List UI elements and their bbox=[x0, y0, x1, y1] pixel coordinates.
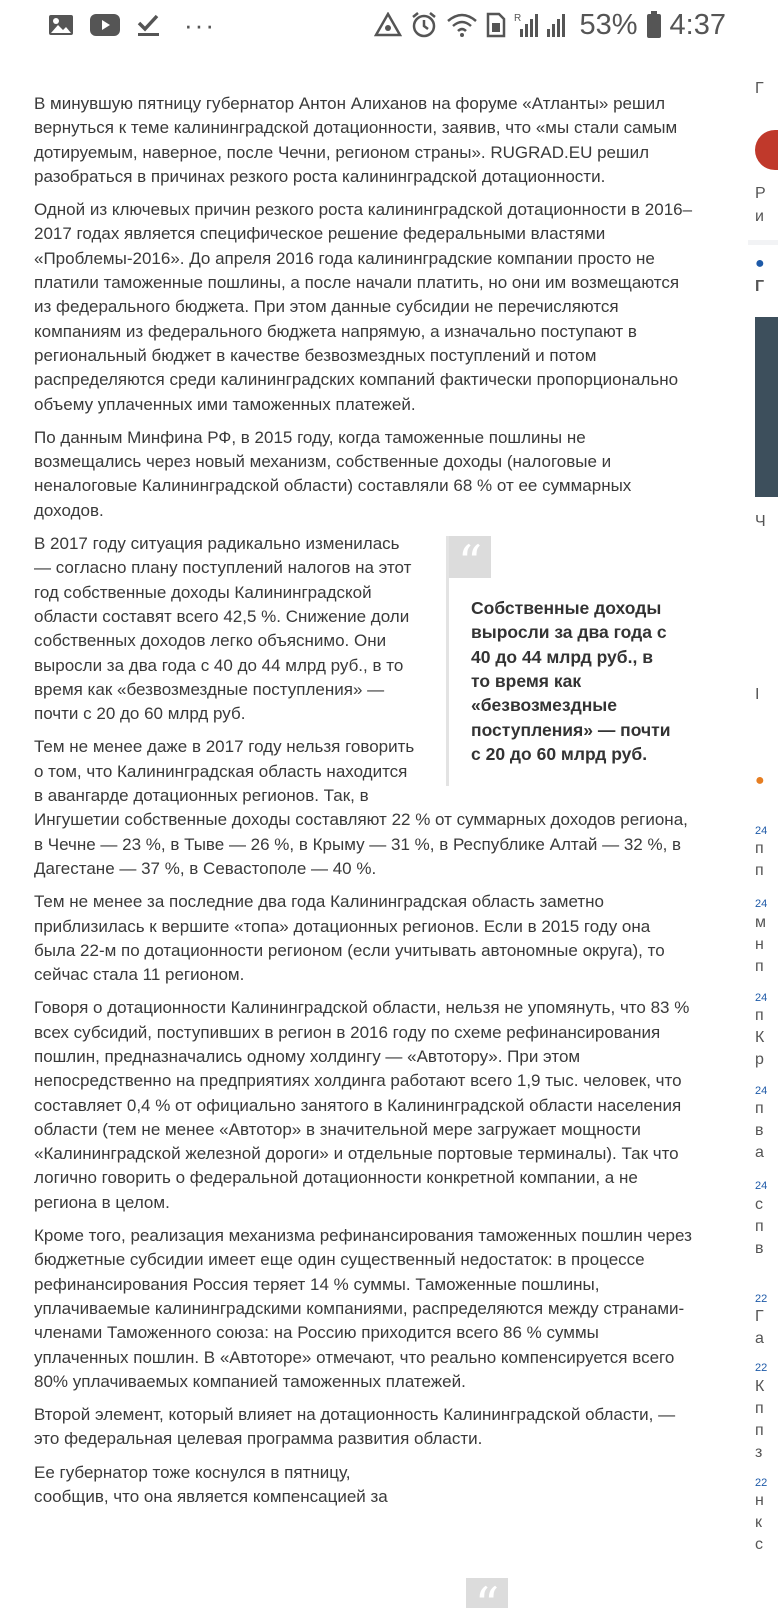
clock-time: 4:37 bbox=[669, 8, 726, 41]
quote-mark-icon: “ bbox=[466, 1578, 508, 1608]
pull-quote bbox=[446, 536, 694, 786]
sidebar-fragment[interactable]: п bbox=[755, 1007, 764, 1024]
battery-percent: 53% bbox=[579, 8, 638, 41]
sidebar-date: 22 bbox=[755, 1477, 768, 1489]
article-paragraph: В минувшую пятницу губернатор Антон Алиханов на форуме «Атланты» решил вернуться к теме калининградской дотационности, заявив, что «мы стали самым дотируемым, наверное, после Чечни, регионом страны». RUGRAD.EU решил разобраться в причинах резкого роста калининградской дотационности. bbox=[34, 94, 678, 186]
sidebar-date: 24 bbox=[755, 1180, 768, 1192]
sidebar-fragment[interactable]: р bbox=[755, 1051, 764, 1068]
sidebar-fragment[interactable]: а bbox=[755, 1144, 764, 1161]
article-paragraph: Одной из ключевых причин резкого роста калининградской дотационности в 2016–2017 годах является специфическое решение федеральными властями «Проблемы-2016». До апреля 2016 года калининградские компании просто не платили таможенные пошлины, а после начали платить, но они им возмещаются из федерального бюджета. При этом данные субсидии не перечисляются компаниям из федерального бюджета напрямую, а изначально поступают в региональный бюджет в качестве безвозмездных поступлений и потом распределяются среди калининградских компаний фактически пропорционально объему уплаченных ими таможенных платежей. bbox=[34, 200, 693, 414]
sidebar-fragment: Г bbox=[755, 278, 765, 295]
quote-mark-icon: “ bbox=[449, 536, 491, 578]
more-notifications-icon: ··· bbox=[184, 9, 216, 40]
sidebar-fragment[interactable]: п bbox=[755, 958, 764, 975]
sidebar-date: 24 bbox=[755, 898, 768, 910]
sidebar-fragment[interactable]: з bbox=[755, 1444, 763, 1461]
sidebar-badge-icon: ● bbox=[755, 772, 765, 789]
sidebar-panel bbox=[748, 50, 778, 1600]
sidebar-image[interactable] bbox=[755, 317, 778, 497]
sidebar-date: 22 bbox=[755, 1362, 768, 1374]
sidebar-fragment: и bbox=[755, 208, 764, 225]
sidebar-fragment[interactable]: Г bbox=[755, 1308, 764, 1325]
article-paragraph: Кроме того, реализация механизма рефинансирования таможенных пошлин через бюджетные субсидии имеет еще один существенный недостаток: в процессе рефинансирования Россия теряет 14 % суммы. Таможенные пошлины, уплачиваемые калининградскими компаниями, распределяются между странами-членами Таможенного союза: на Россию приходится всего 86 % суммы уплаченных пошлин. В «Автоторе» отмечают, что реально компенсируется всего 80% уплачиваемых компанией таможенных платежей. bbox=[34, 1226, 692, 1391]
article-paragraph: Второй элемент, который влияет на дотационность Калининградской области, — это федеральная целевая программа развития области. bbox=[34, 1405, 676, 1449]
article-paragraph: Говоря о дотационности Калининградской области, нельзя не упомянуть, что 83 % всех субсидий, поступивших в регион в 2016 году по схеме рефинансирования пошлин, предназначались одному холдингу — «Автотору». При этом непосредственно на предприятиях холдинга работают всего 1,9 тыс. человек, что составляет 0,4 % от официально занятого в Калининградской области населения области (тем не менее «Автотор» в значительной мере загружает мощности «Калининградской железной дороги» и отдельные портовые терминалы). Так что логично говорить о федеральной дотационности конкретной компании, а не региона в целом. bbox=[34, 998, 690, 1212]
sidebar-fragment[interactable]: п bbox=[755, 1400, 764, 1417]
sidebar-fragment[interactable]: с bbox=[755, 1196, 763, 1213]
sidebar-fragment[interactable]: п bbox=[755, 862, 764, 879]
sidebar-fragment[interactable]: в bbox=[755, 1240, 764, 1257]
sim-card-icon bbox=[486, 12, 506, 38]
recycle-icon bbox=[374, 12, 402, 38]
sidebar-fragment[interactable]: а bbox=[755, 1330, 764, 1347]
sidebar-date: 24 bbox=[755, 992, 768, 1004]
sidebar-fragment[interactable]: м bbox=[755, 914, 766, 931]
sidebar-fragment[interactable]: К bbox=[755, 1029, 765, 1046]
sidebar-date: 22 bbox=[755, 1293, 768, 1305]
alarm-icon bbox=[410, 11, 438, 39]
sidebar-fragment[interactable]: в bbox=[755, 1122, 764, 1139]
sidebar-fragment[interactable]: н bbox=[755, 1492, 764, 1509]
sidebar-date: 24 bbox=[755, 825, 768, 837]
sidebar-fragment: Г bbox=[755, 80, 764, 97]
sidebar-fragment[interactable]: К bbox=[755, 1378, 765, 1395]
sidebar-fragment[interactable]: н bbox=[755, 936, 764, 953]
sidebar-fragment[interactable]: п bbox=[755, 1422, 764, 1439]
status-bar bbox=[0, 0, 778, 50]
article-body bbox=[34, 92, 694, 1518]
sidebar-fragment[interactable]: к bbox=[755, 1514, 762, 1531]
sidebar-date: 24 bbox=[755, 1085, 768, 1097]
sidebar-fragment[interactable]: с bbox=[755, 1536, 763, 1553]
article-paragraph: По данным Минфина РФ, в 2015 году, когда таможенные пошлины не возмещались через новый механизм, собственные доходы (налоговые и неналоговые Калининградской области) составляли 68 % от ее суммарных доходов. bbox=[34, 427, 632, 520]
article-paragraph: Ее губернатор тоже коснулся в пятницу, сообщив, что она является компенсацией за bbox=[34, 1462, 388, 1507]
battery-icon bbox=[646, 11, 662, 39]
article-paragraph: Тем не менее даже в 2017 году нельзя говорить о том, что Калининградская область находится в авангарде дотационных регионов. Так, в Ингушетии собственные доходы составляют 22 % от суммарных доходов региона, в Чечне — 23 %, в Тыве — 26 %, в Крыму — 31 %, в Республике Алтай — 32 %, в Дагестане — 37 %, в Севастополе — 40 %. bbox=[34, 737, 688, 878]
checkmark-icon bbox=[136, 13, 160, 37]
sidebar-fragments bbox=[748, 50, 778, 1600]
sidebar-fragment: Ч bbox=[755, 513, 766, 530]
pull-quote-text: Собственные доходы выросли за два года с 40 до 44 млрд руб., в то время как «безвозмездные поступления» — почти с 20 до 60 млрд руб. bbox=[471, 598, 671, 764]
sidebar-fragment[interactable]: п bbox=[755, 1218, 764, 1235]
gallery-icon bbox=[48, 13, 74, 37]
sidebar-badge-icon: ● bbox=[755, 255, 765, 272]
article-paragraph: Тем не менее за последние два года Калининградская область заметно приблизилась к вершите «топа» дотационных регионов. Если в 2015 году она была 22-м по дотационности регионом (если учитывать автономные округа), то сейчас стала 11 регионом. bbox=[34, 892, 665, 985]
svg-text:R: R bbox=[513, 13, 521, 24]
sidebar-fragment: Р bbox=[755, 185, 766, 202]
sidebar-fragment: I bbox=[755, 686, 760, 703]
youtube-icon bbox=[90, 14, 120, 36]
signal-icon bbox=[514, 11, 572, 39]
wifi-icon bbox=[446, 12, 478, 38]
article-paragraph: В 2017 году ситуация радикально изменилась — согласно плану поступлений налогов на этот год собственные доходы Калининградской области составят всего 42,5 %. Снижение доли собственных доходов легко объяснимо. Они выросли за два года с 40 до 44 млрд руб., в то время как «безвозмездные поступления» — почти с 20 до 60 млрд руб. bbox=[34, 534, 412, 724]
sidebar-fragment[interactable]: п bbox=[755, 840, 764, 857]
sidebar-fragment[interactable]: п bbox=[755, 1100, 764, 1117]
